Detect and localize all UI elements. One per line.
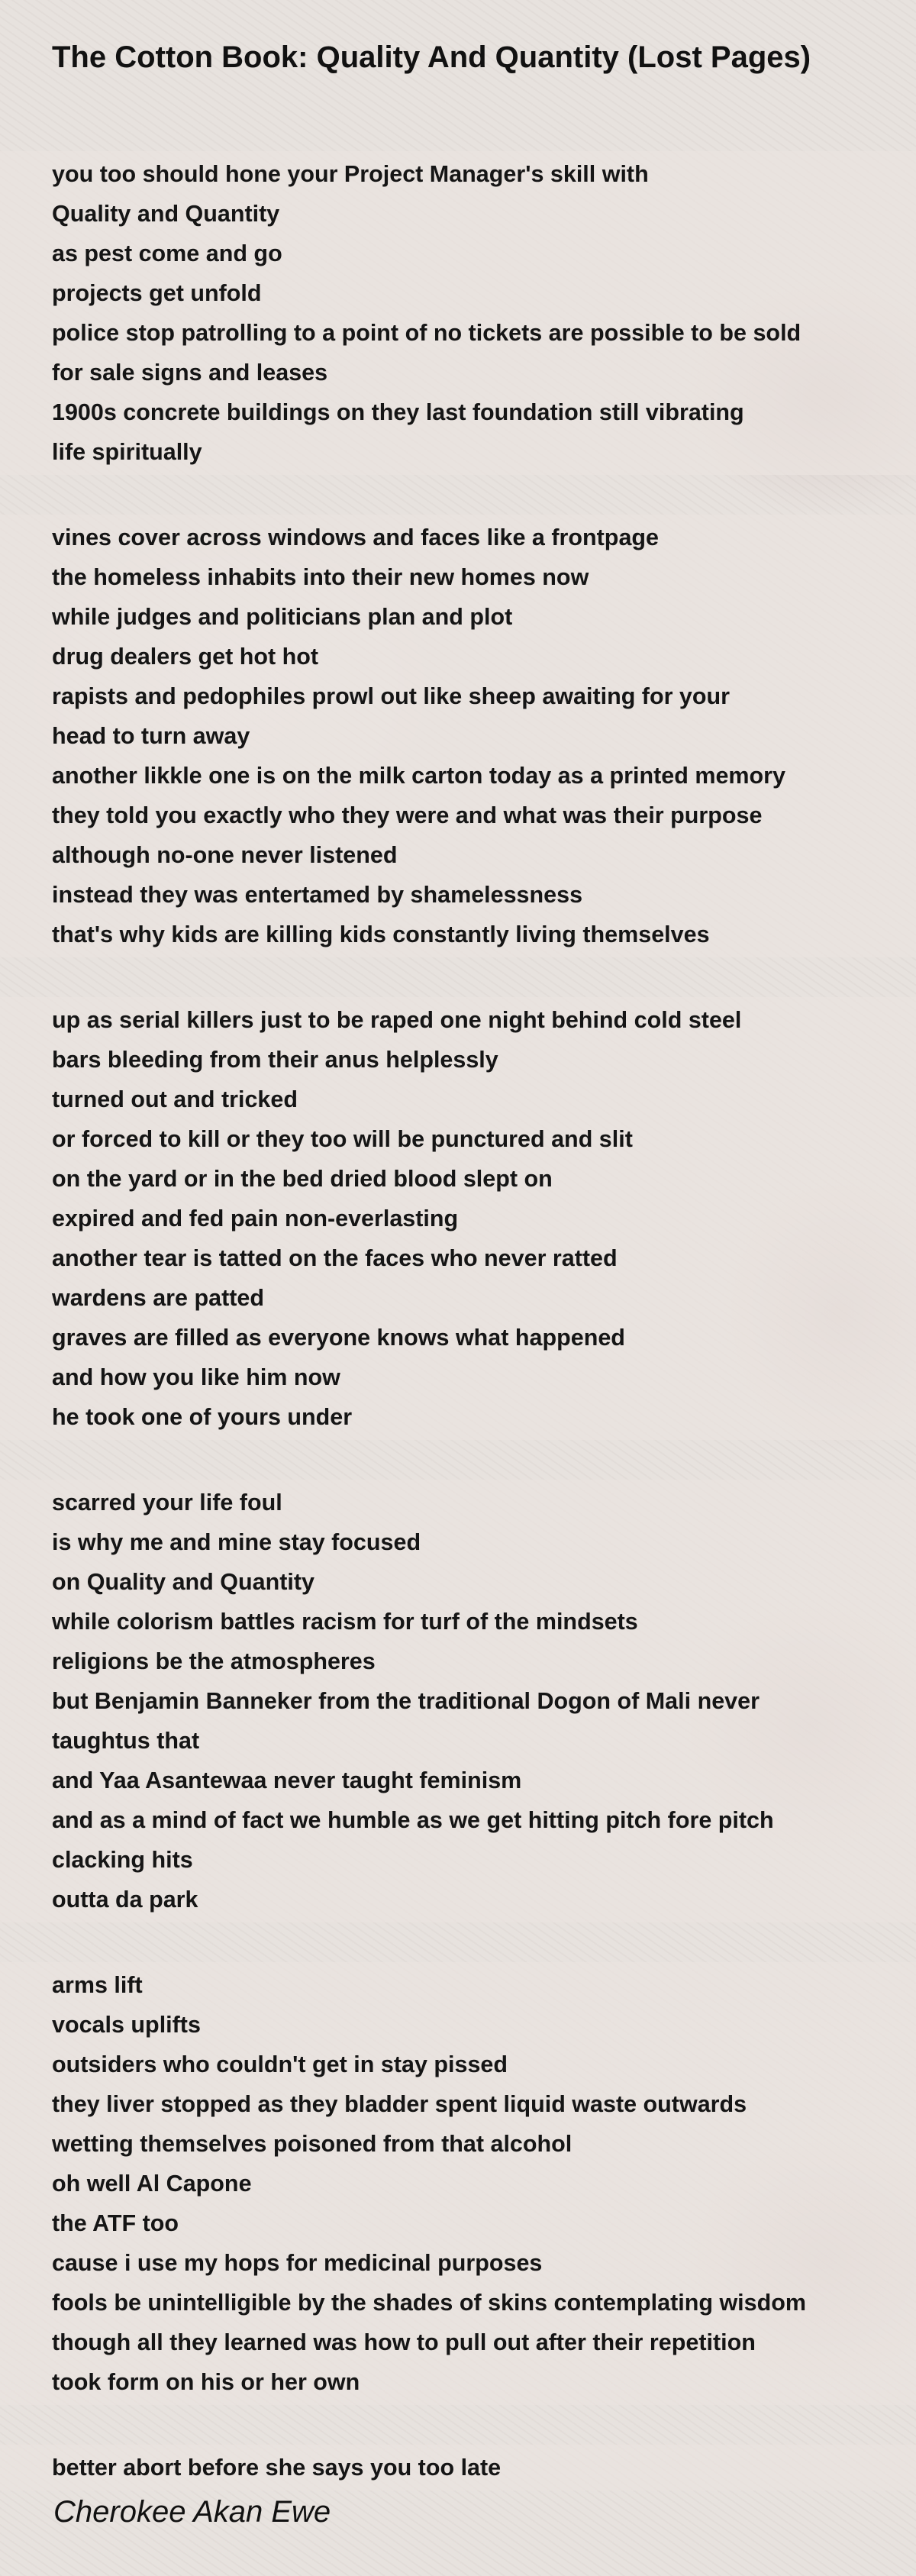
poem-line: graves are filled as everyone knows what happened [52, 1325, 625, 1351]
poem-line: 1900s concrete buildings on they last foundation still vibrating [52, 399, 744, 425]
poem-line: expired and fed pain non-everlasting [52, 1206, 459, 1232]
poem-body [0, 151, 916, 2530]
poem-stanza [0, 515, 916, 957]
poem-line: religions be the atmospheres [52, 1648, 376, 1674]
poem-title: The Cotton Book: Quality And Quantity (Lost Pages) [52, 40, 811, 74]
poem-line: life spiritually [52, 439, 202, 465]
poem-line: on the yard or in the bed dried blood slept on [52, 1166, 553, 1192]
poem-line: on Quality and Quantity [52, 1569, 314, 1595]
poem-line: outsiders who couldn't get in stay pissed [52, 2051, 508, 2077]
poem-line: taughtus that [52, 1728, 200, 1754]
poem-line: head to turn away [52, 723, 250, 749]
poem-line: rapists and pedophiles prowl out like sheep awaiting for your [52, 683, 731, 709]
poem-line: though all they learned was how to pull out after their repetition [52, 2329, 756, 2355]
poem-author: Cherokee Akan Ewe [53, 2495, 331, 2529]
poem-line: that's why kids are killing kids constantly living themselves [52, 922, 710, 947]
poem-line: or forced to kill or they too will be punctured and slit [52, 1126, 633, 1152]
poem-line: wardens are patted [52, 1285, 264, 1311]
poem-line: and as a mind of fact we humble as we get hitting pitch fore pitch [52, 1807, 774, 1833]
poem-line: although no-one never listened [52, 842, 398, 868]
poem-line: the ATF too [52, 2210, 179, 2236]
poem-stanza [0, 997, 916, 1440]
poem-stanza [0, 1480, 916, 1922]
poem-line: you too should hone your Project Manager's skill with [52, 161, 649, 187]
poem-line: another likkle one is on the milk carton today as a printed memory [52, 763, 786, 789]
poem-line: scarred your life foul [52, 1490, 282, 1516]
poem-line: police stop patrolling to a point of no tickets are possible to be sold [52, 320, 802, 346]
poem-line: is why me and mine stay focused [52, 1529, 421, 1555]
poem-line: turned out and tricked [52, 1086, 298, 1112]
poem-stanza [0, 1962, 916, 2405]
poem-line: oh well Al Capone [52, 2171, 252, 2197]
poem-line: but Benjamin Banneker from the traditional Dogon of Mali never [52, 1688, 760, 1714]
poem-line: another tear is tatted on the faces who never ratted [52, 1245, 618, 1271]
poem-line: bars bleeding from their anus helplessly [52, 1047, 498, 1073]
poem-line: drug dealers get hot hot [52, 644, 319, 670]
poem-line: Quality and Quantity [52, 201, 280, 227]
poem-line: wetting themselves poisoned from that alcohol [52, 2131, 572, 2157]
poem-line: outta da park [52, 1887, 198, 1913]
poem-line: arms lift [52, 1972, 143, 1998]
poem-line: and how you like him now [52, 1364, 340, 1390]
poem-line: clacking hits [52, 1847, 193, 1873]
poem-line: cause i use my hops for medicinal purposes [52, 2250, 543, 2276]
poem-line: took form on his or her own [52, 2369, 360, 2395]
poem-line: fools be unintelligible by the shades of skins contemplating wisdom [52, 2290, 806, 2316]
poem-line: for sale signs and leases [52, 360, 328, 386]
poem-line: better abort before she says you too late [52, 2455, 502, 2481]
poem-line: and Yaa Asantewaa never taught feminism [52, 1767, 522, 1793]
poem-line: while colorism battles racism for turf of the mindsets [52, 1609, 638, 1635]
poem-line: vocals uplifts [52, 2012, 201, 2038]
poem-stanza [0, 151, 916, 475]
poem-line: while judges and politicians plan and plot [52, 604, 513, 630]
poem-line: as pest come and go [52, 240, 282, 266]
poem-line: they told you exactly who they were and what was their purpose [52, 802, 763, 828]
poem-line: up as serial killers just to be raped one night behind cold steel [52, 1007, 742, 1033]
poem-line: vines cover across windows and faces like a frontpage [52, 525, 659, 550]
poem-line: they liver stopped as they bladder spent liquid waste outwards [52, 2091, 747, 2117]
poem-stanza [0, 2445, 916, 2490]
poem-line: instead they was entertamed by shamelessness [52, 882, 583, 908]
poem-line: he took one of yours under [52, 1404, 353, 1430]
poem-line: projects get unfold [52, 280, 262, 306]
poem-line: the homeless inhabits into their new homes now [52, 564, 589, 590]
